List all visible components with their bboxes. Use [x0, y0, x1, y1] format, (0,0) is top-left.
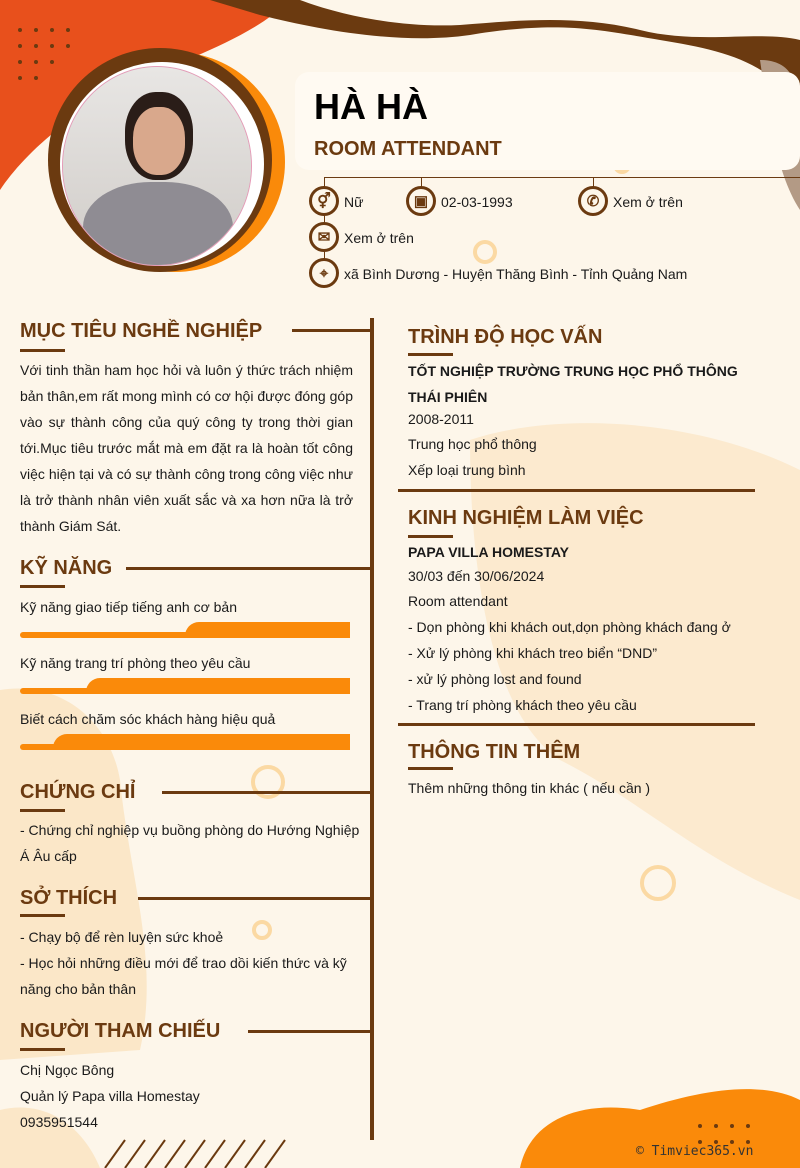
divider: [20, 349, 65, 352]
skills-title: KỸ NĂNG: [20, 557, 113, 579]
hobbies-title: SỞ THÍCH: [20, 887, 118, 909]
reference-phone: 0935951544: [20, 1114, 98, 1130]
divider: [138, 897, 372, 900]
address: xã Bình Dương - Huyện Thăng Bình - Tỉnh Quảng Nam: [344, 266, 688, 282]
skill-label: Kỹ năng trang trí phòng theo yêu cầu: [20, 655, 251, 671]
divider: [398, 489, 755, 492]
divider: [162, 791, 372, 794]
objective-text: Với tinh thần ham học hỏi và luôn ý thức trách nhiệm bản thân,em rất mong mình có cơ hội được đóng góp vào sự thành công của quý công ty trong thời gian tới.Mục tiêu trước mắt mà em đặt ra là hoàn tốt công việc hiện tại và có sự thành công trong công việc như là trở thành nhân viên xuất sắc và xa hơn nữa là trở thành Giám Sát.: [20, 362, 353, 534]
experience-position: Room attendant: [408, 593, 508, 609]
divider: [408, 353, 453, 356]
hobby-item: - Học hỏi những điều mới để trao dồi kiến thức và kỹ năng cho bản thân: [20, 955, 347, 997]
email: Xem ở trên: [344, 230, 414, 246]
education-title: TRÌNH ĐỘ HỌC VẤN: [408, 326, 603, 348]
school-name: TỐT NGHIỆP TRƯỜNG TRUNG HỌC PHỔ THÔNG THÁI PHIÊN: [408, 363, 738, 405]
additional-info-title: THÔNG TIN THÊM: [408, 741, 581, 763]
task-item: - Trang trí phòng khách theo yêu cầu: [408, 697, 637, 713]
experience-title: KINH NGHIỆM LÀM VIỆC: [408, 507, 644, 529]
job-title: ROOM ATTENDANT: [314, 138, 502, 160]
skill-label: Kỹ năng giao tiếp tiếng anh cơ bản: [20, 599, 238, 615]
hobby-item: - Chạy bộ để rèn luyện sức khoẻ: [20, 929, 224, 945]
reference-name: Chị Ngọc Bông: [20, 1062, 115, 1078]
date-of-birth: 02-03-1993: [441, 194, 513, 210]
references-title: NGƯỜI THAM CHIẾU: [20, 1020, 221, 1042]
divider: [408, 535, 453, 538]
divider: [292, 329, 372, 332]
divider: [20, 585, 65, 588]
skill-label: Biết cách chăm sóc khách hàng hiệu quả: [20, 711, 276, 727]
divider: [20, 809, 65, 812]
reference-position: Quản lý Papa villa Homestay: [20, 1088, 200, 1104]
contact-connector: [324, 177, 800, 178]
experience-period: 30/03 đến 30/06/2024: [408, 568, 545, 584]
watermark: © Timviec365.vn: [636, 1144, 754, 1159]
education-grade: Xếp loại trung bình: [408, 462, 526, 478]
candidate-name: HÀ HÀ: [314, 86, 428, 127]
phone: Xem ở trên: [613, 194, 683, 210]
company-name: PAPA VILLA HOMESTAY: [408, 544, 570, 560]
gender-icon: ⚥: [309, 186, 339, 216]
divider: [398, 723, 755, 726]
task-item: - Xử lý phòng khi khách treo biển “DND”: [408, 645, 658, 661]
divider: [20, 1048, 65, 1051]
education-years: 2008-2011: [408, 411, 474, 427]
task-item: - Dọn phòng khi khách out,dọn phòng khách đang ở: [408, 619, 731, 635]
skill-bar: [20, 678, 350, 694]
education-level: Trung học phổ thông: [408, 436, 537, 452]
additional-info-text: Thêm những thông tin khác ( nếu cần ): [408, 780, 651, 796]
divider: [408, 767, 453, 770]
avatar: [62, 66, 252, 266]
divider: [248, 1030, 372, 1033]
skill-bar: [20, 622, 350, 638]
certificates-text: - Chứng chỉ nghiệp vụ buồng phòng do Hướng Nghiệp Á Âu cấp: [20, 822, 360, 864]
certificates-title: CHỨNG CHỈ: [20, 781, 136, 803]
skill-bar: [20, 734, 350, 750]
location-icon: ⌖: [309, 258, 339, 288]
gender: Nữ: [344, 194, 364, 210]
task-item: - xử lý phòng lost and found: [408, 671, 582, 687]
divider: [126, 567, 372, 570]
calendar-icon: ▣: [406, 186, 436, 216]
divider: [20, 914, 65, 917]
email-icon: ✉: [309, 222, 339, 252]
objective-title: MỤC TIÊU NGHỀ NGHIỆP: [20, 320, 263, 342]
phone-icon: ✆: [578, 186, 608, 216]
